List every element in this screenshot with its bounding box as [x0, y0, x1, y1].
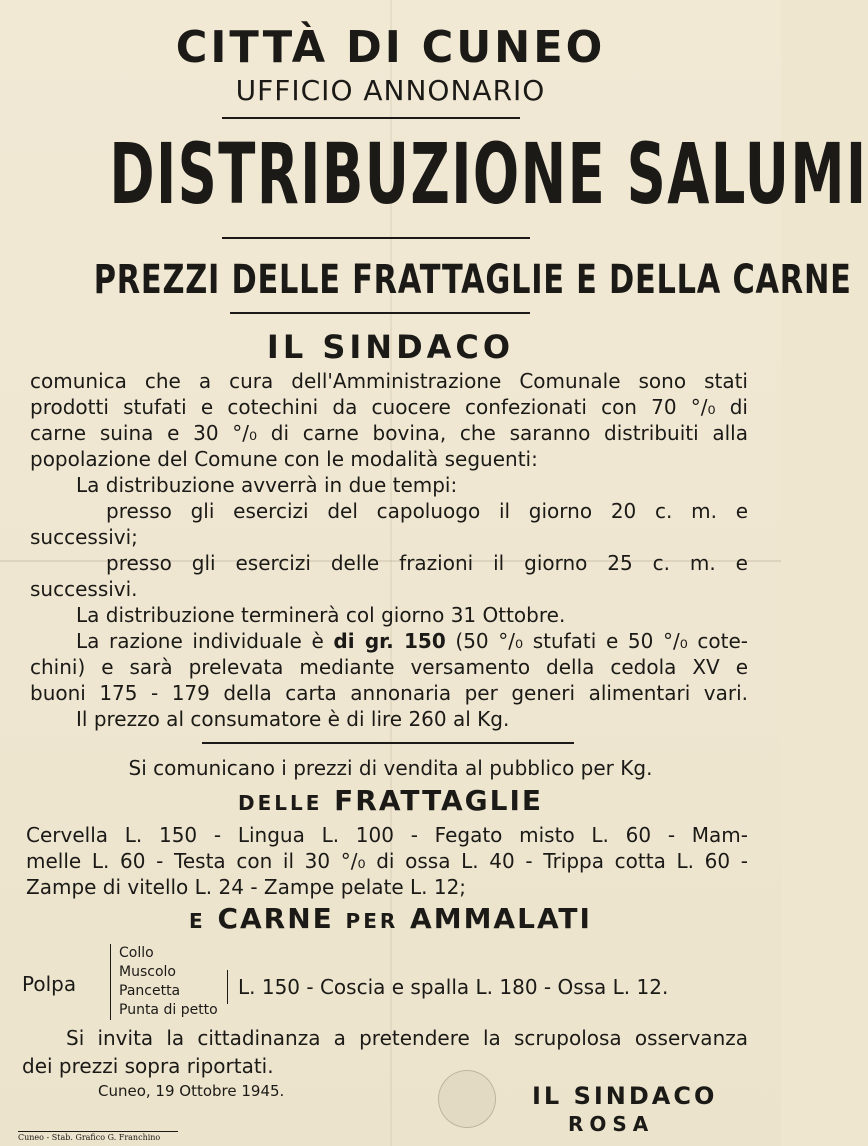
ration-line: chini) e sarà prelevata mediante versamento della cedola XV e: [30, 655, 748, 679]
closing-text: [22, 1024, 748, 1080]
issuer-heading: IL SINDACO: [266, 328, 515, 366]
intro-text: [30, 368, 748, 732]
polpa-label: Polpa: [22, 972, 77, 996]
frattaglie-line: Cervella L. 150 - Lingua L. 100 - Fegato misto L. 60 - Mam-: [26, 823, 748, 847]
ration-text: La razione individuale è: [76, 629, 334, 653]
ration-line: [30, 628, 748, 654]
polpa-prices: [22, 942, 752, 1022]
cut-item: Punta di petto: [119, 1002, 218, 1018]
polpa-price-line: L. 150 - Coscia e spalla L. 180 - Ossa L. 12.: [227, 970, 668, 1004]
ration-text: (50 °/₀ stufati e 50 °/₀ cote-: [445, 629, 749, 653]
stamp-mark: [438, 1070, 496, 1128]
cut-item: Muscolo: [119, 964, 176, 980]
cut-item: Collo: [119, 945, 154, 961]
end-date-line: La distribuzione terminerà col giorno 31 Ottobre.: [76, 603, 566, 627]
ration-amount: di gr. 150: [333, 629, 446, 653]
intro-line: prodotti stufati e cotechini da cuocere confezionati con 70 °/₀ di: [30, 395, 748, 419]
consumer-price-line: Il prezzo al consumatore è di lire 260 al Kg.: [76, 707, 510, 731]
office-heading: UFFICIO ANNONARIO: [235, 74, 546, 107]
divider: [222, 237, 530, 239]
carne-word: CARNE: [217, 902, 334, 935]
frattaglie-title: FRATTAGLIE: [334, 784, 544, 817]
signature-title: IL SINDACO: [532, 1082, 718, 1110]
carne-e: E: [189, 909, 206, 933]
signature-name: ROSA: [568, 1112, 655, 1136]
divider: [222, 117, 520, 119]
cut-item: Pancetta: [119, 983, 181, 999]
frattaglie-prices: [26, 822, 748, 900]
frattaglie-prefix: DELLE: [237, 791, 323, 815]
closing-line: dei prezzi sopra riportati.: [22, 1054, 274, 1078]
issue-date: Cuneo, 19 Ottobre 1945.: [98, 1082, 285, 1100]
distribution-line: La distribuzione avverrà in due tempi:: [76, 473, 458, 497]
intro-line: comunica che a cura dell'Amministrazione Comunale sono stati: [30, 369, 748, 393]
frattaglie-line: Zampe di vitello L. 24 - Zampe pelate L. 12;: [26, 875, 467, 899]
ration-line: buoni 175 - 179 della carta annonaria per generi alimentari vari.: [30, 681, 748, 705]
intro-line: carne suina e 30 °/₀ di carne bovina, che saranno distribuiti alla: [30, 421, 748, 445]
capoluogo-line: presso gli esercizi del capoluogo il giorno 20 c. m. e: [106, 499, 748, 523]
capoluogo-line: successivi;: [30, 525, 138, 549]
frazioni-line: presso gli esercizi delle frazioni il giorno 25 c. m. e: [106, 551, 748, 575]
frazioni-line: successivi.: [30, 577, 138, 601]
prices-intro: Si comunicano i prezzi di vendita al pubblico per Kg.: [128, 756, 653, 780]
divider: [230, 312, 530, 314]
frattaglie-heading: [0, 784, 781, 817]
carne-heading: [0, 902, 781, 935]
printer-credit: Cuneo - Stab. Grafico G. Franchino: [18, 1131, 178, 1142]
polpa-cuts: [110, 944, 218, 1020]
frattaglie-line: melle L. 60 - Testa con il 30 °/₀ di ossa L. 40 - Trippa cotta L. 60 -: [26, 849, 748, 873]
subtitle: PREZZI DELLE FRATTAGLIE E DELLA CARNE: [93, 257, 852, 303]
intro-line: popolazione del Comune con le modalità seguenti:: [30, 447, 538, 471]
carne-per: PER: [345, 909, 399, 933]
city-heading: CITTÀ DI CUNEO: [175, 22, 606, 73]
divider: [202, 742, 574, 744]
ammalati-word: AMMALATI: [410, 902, 592, 935]
closing-line: Si invita la cittadinanza a pretendere la scrupolosa osservanza: [66, 1026, 748, 1050]
main-title: DISTRIBUZIONE SALUMI: [109, 125, 868, 223]
